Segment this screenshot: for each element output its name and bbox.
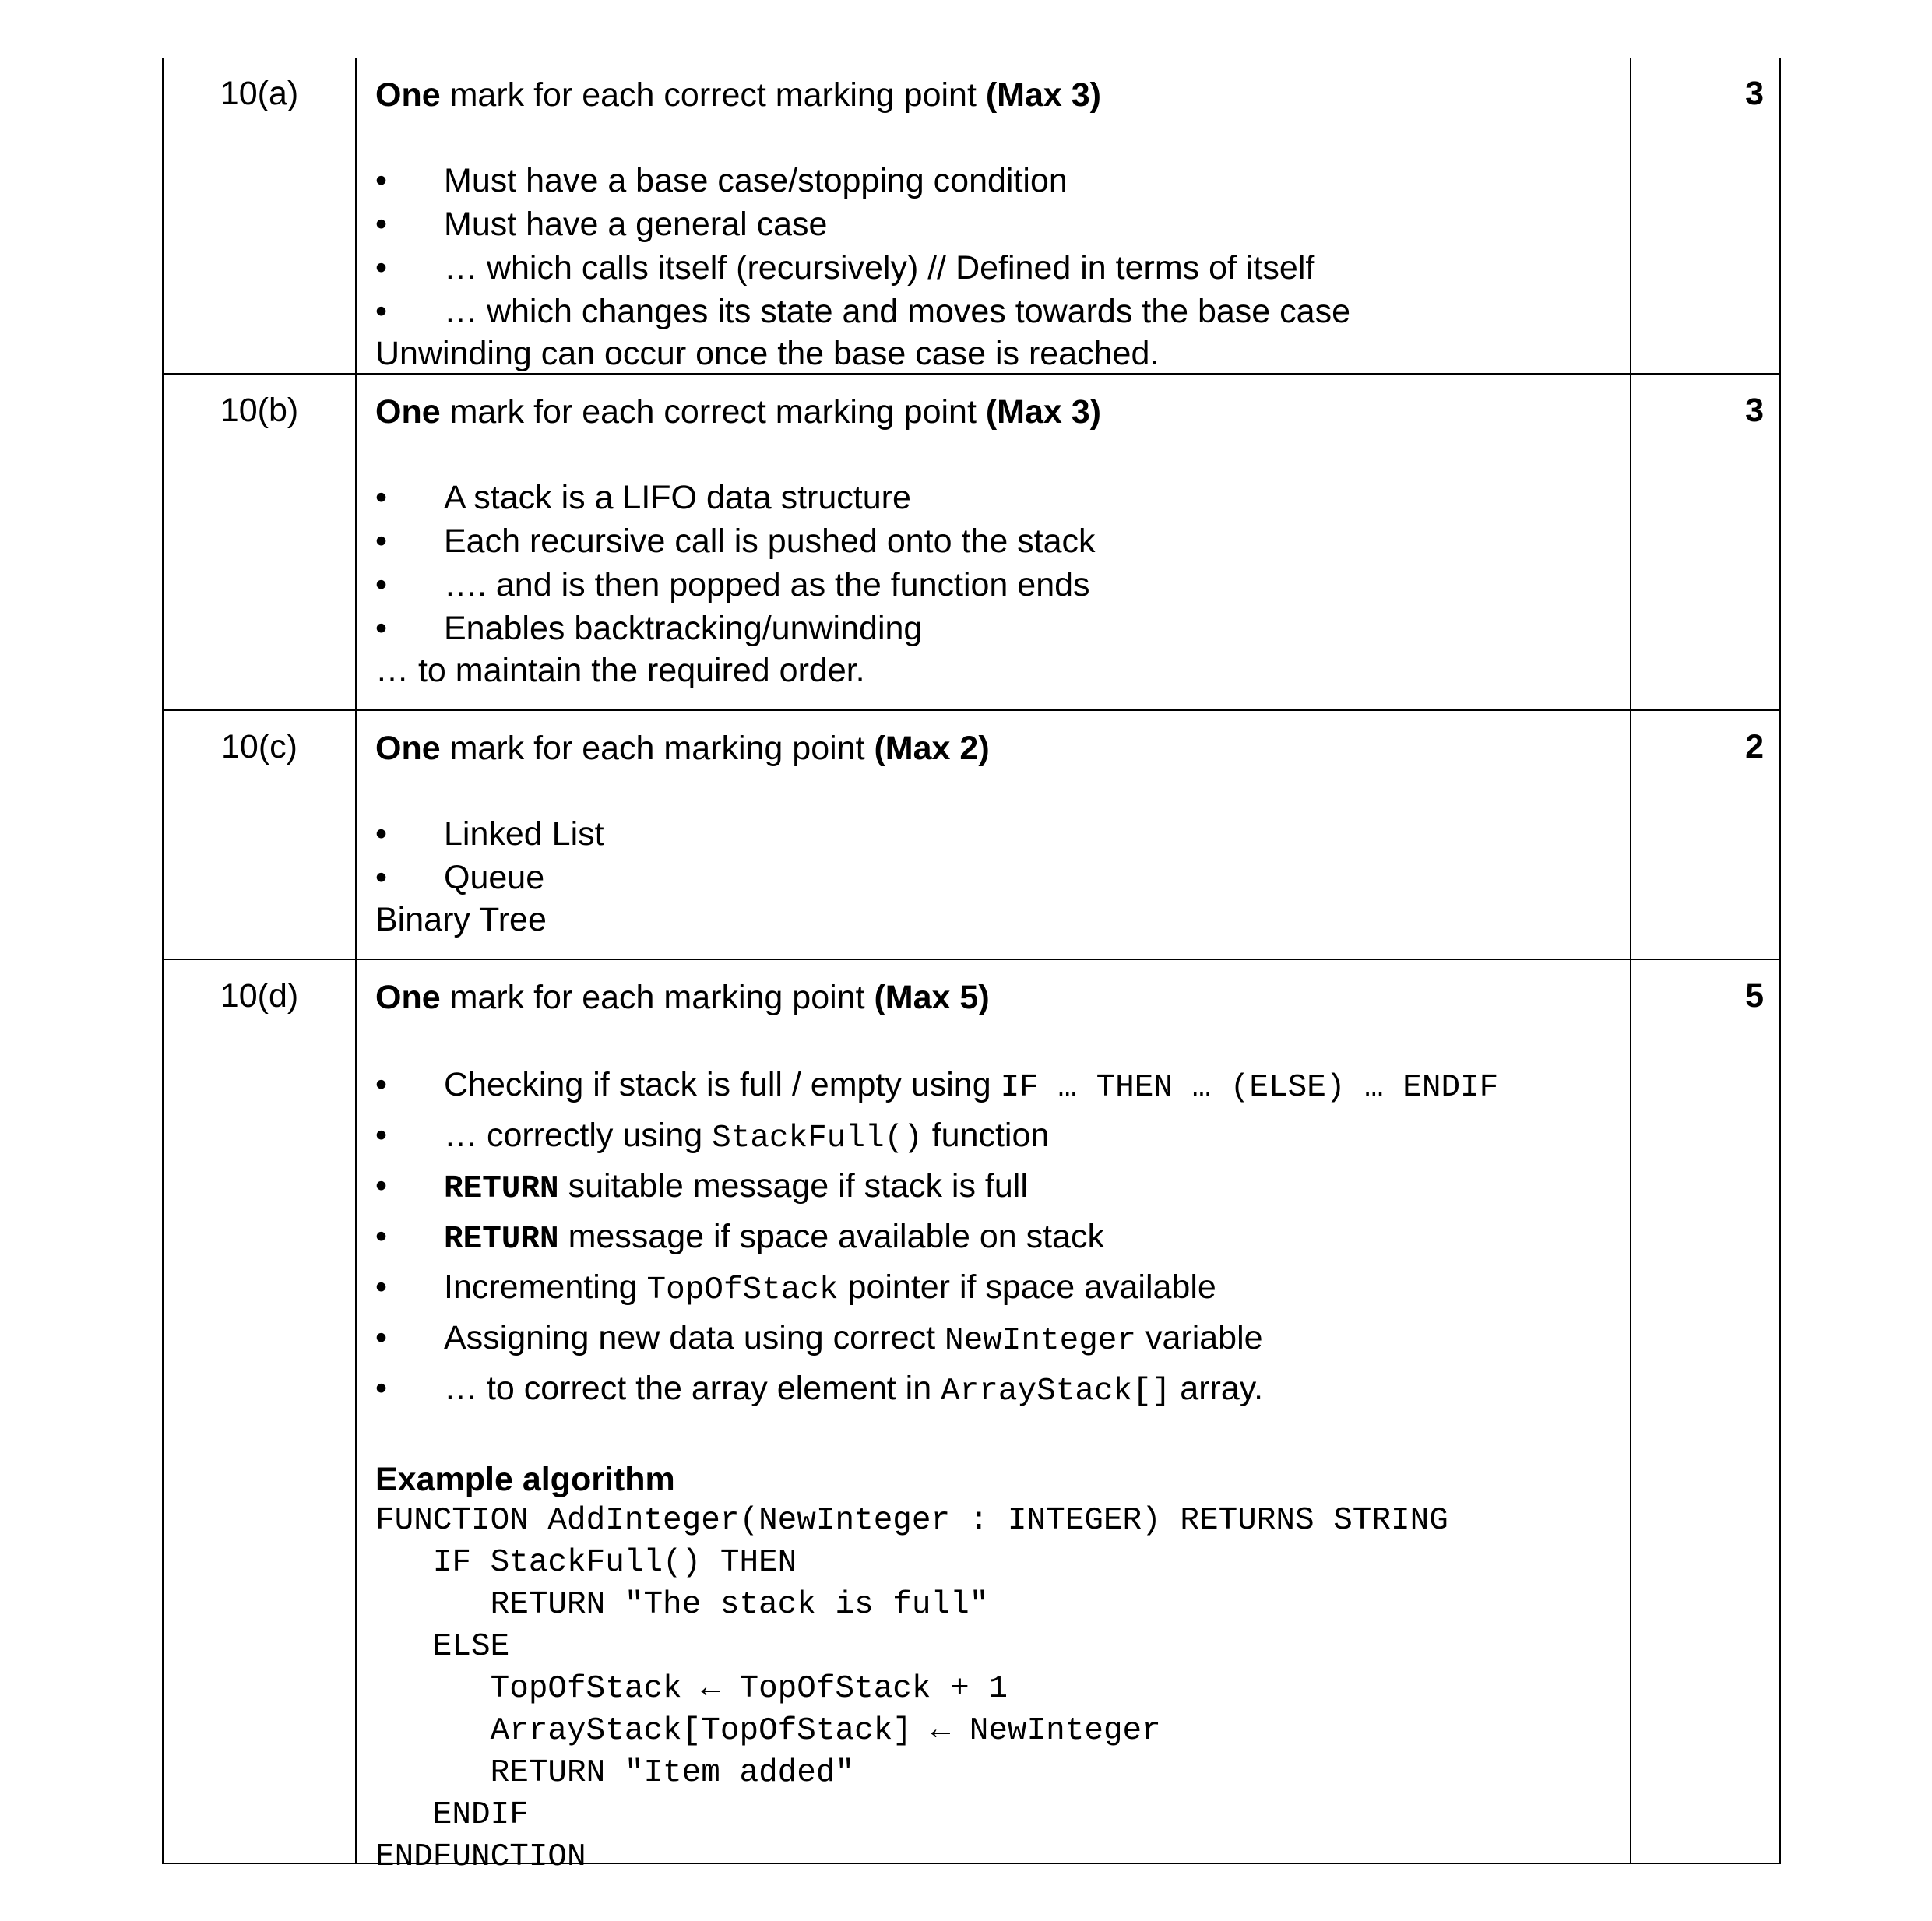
list-item: • … which changes its state and moves towards the base case xyxy=(375,290,1621,333)
marking-points xyxy=(375,812,1621,899)
question-number: 10(b) xyxy=(220,392,299,429)
marking-instruction: One mark for each marking point (Max 2) xyxy=(375,730,990,767)
answer-cell xyxy=(375,976,1621,1878)
code-line: RETURN "Item added" xyxy=(375,1755,855,1791)
code-line: TopOfStack ← TopOfStack + 1 xyxy=(375,1671,1008,1707)
marks-value: 3 xyxy=(1745,392,1764,429)
list-item: • Each recursive call is pushed onto the stack xyxy=(375,519,1621,563)
answer-cell xyxy=(375,727,1621,940)
list-item: • Must have a base case/stopping condition xyxy=(375,159,1621,202)
question-number: 10(c) xyxy=(221,728,297,765)
marking-instruction: One mark for each correct marking point (Max 3) xyxy=(375,393,1101,431)
list-item: • Assigning new data using correct NewInteger variable xyxy=(375,1314,1621,1365)
answer-cell xyxy=(375,390,1621,691)
list-item: • Linked List xyxy=(375,812,1621,856)
list-item: • … to correct the array element in ArrayStack[] array. xyxy=(375,1365,1621,1416)
question-number: 10(a) xyxy=(220,75,299,112)
code-line: IF StackFull() THEN xyxy=(375,1545,797,1581)
marking-points xyxy=(375,476,1621,650)
list-item: • Incrementing TopOfStack pointer if space available xyxy=(375,1264,1621,1314)
list-item: • Enables backtracking/unwinding xyxy=(375,607,1621,650)
additional-point: Binary Tree xyxy=(375,901,547,938)
marking-points xyxy=(375,1061,1621,1416)
list-item: • … which calls itself (recursively) // Defined in terms of itself xyxy=(375,246,1621,290)
table-row xyxy=(162,711,1781,959)
marking-points xyxy=(375,159,1621,333)
table-row xyxy=(162,375,1781,709)
table-row xyxy=(162,58,1781,373)
code-line: ENDIF xyxy=(375,1797,529,1833)
list-item: • Checking if stack is full / empty using IF … THEN … (ELSE) … ENDIF xyxy=(375,1061,1621,1112)
additional-point: Unwinding can occur once the base case is reached. xyxy=(375,335,1160,372)
list-item: • … correctly using StackFull() function xyxy=(375,1112,1621,1163)
code-line: ENDFUNCTION xyxy=(375,1839,586,1875)
code-line: FUNCTION AddInteger(NewInteger : INTEGER) RETURNS STRING xyxy=(375,1503,1448,1539)
list-item: • …. and is then popped as the function ends xyxy=(375,563,1621,607)
marks-value: 3 xyxy=(1745,75,1764,112)
list-item: • Must have a general case xyxy=(375,202,1621,246)
code-line: ELSE xyxy=(375,1629,510,1665)
list-item: • A stack is a LIFO data structure xyxy=(375,476,1621,519)
list-item: • RETURN message if space available on stack xyxy=(375,1213,1621,1264)
additional-point: … to maintain the required order. xyxy=(375,652,865,689)
marking-instruction: One mark for each correct marking point (Max 3) xyxy=(375,76,1101,114)
list-item: • RETURN suitable message if stack is full xyxy=(375,1163,1621,1213)
code-line: RETURN "The stack is full" xyxy=(375,1587,989,1623)
marking-instruction: One mark for each marking point (Max 5) xyxy=(375,979,990,1016)
example-algorithm-heading: Example algorithm xyxy=(375,1461,675,1498)
code-line: ArrayStack[TopOfStack] ← NewInteger xyxy=(375,1713,1161,1749)
code-block xyxy=(375,1500,1621,1878)
question-number: 10(d) xyxy=(220,977,299,1015)
table-row xyxy=(162,960,1781,1875)
list-item: • Queue xyxy=(375,856,1621,899)
answer-cell xyxy=(375,73,1621,374)
marks-value: 2 xyxy=(1745,728,1764,765)
marks-value: 5 xyxy=(1745,977,1764,1015)
